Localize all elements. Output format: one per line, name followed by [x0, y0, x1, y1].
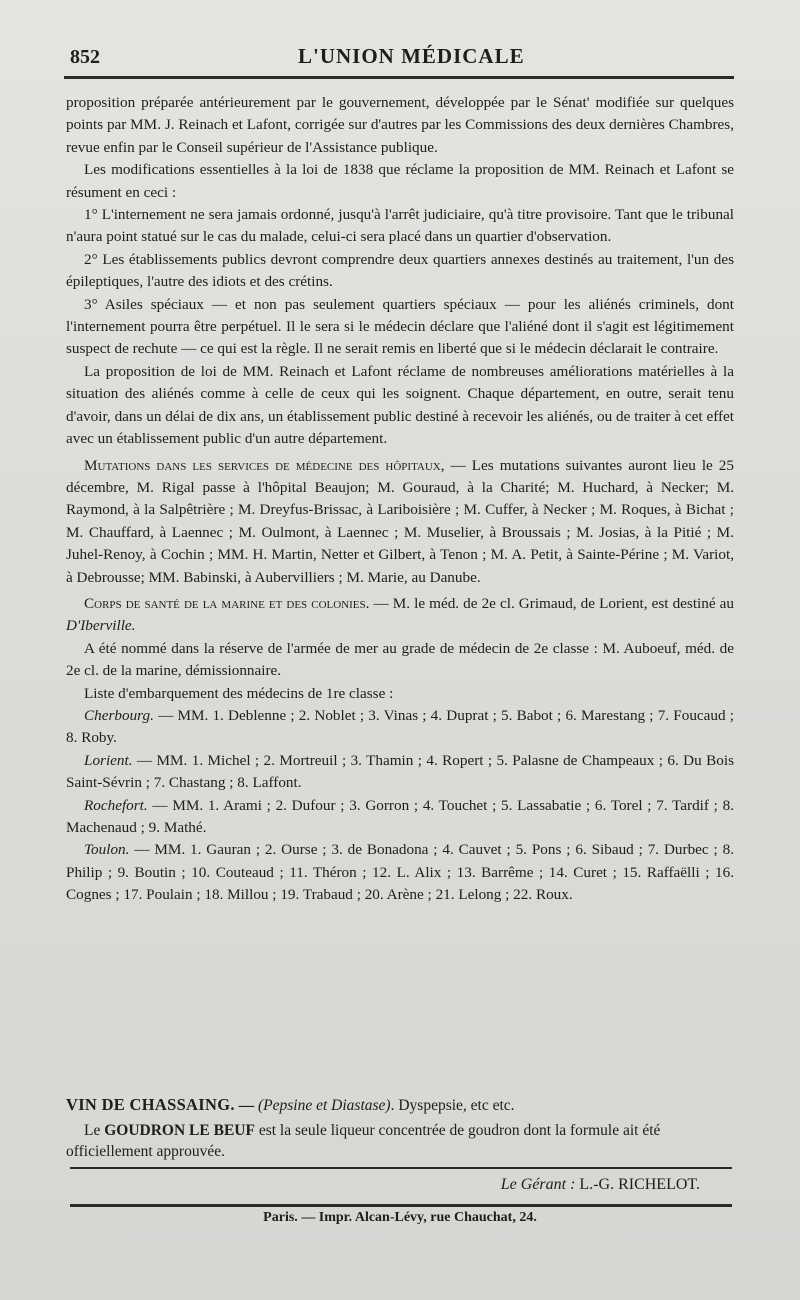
gerant-name: L.-G. RICHELOT.: [575, 1176, 700, 1193]
list-cherbourg: [66, 705, 734, 750]
port-cherbourg: Cherbourg.: [84, 706, 154, 724]
port-rochefort: Rochefort.: [84, 796, 148, 814]
footer-rule: [70, 1167, 732, 1169]
page-header: [70, 40, 732, 72]
port-toulon: Toulon.: [84, 841, 130, 859]
ad-vin-name: VIN DE CHASSAING.: [66, 1095, 235, 1114]
paragraph-modifications: Les modifications essentielles à la loi de 1838 que réclame la proposition de MM. Reinach et Lafont se résument en ceci :: [66, 161, 734, 201]
paragraph-point-2: 2° Les établissements publics devront comprendre deux quartiers annexes destinés au traitement, l'un des épileptiques, l'autre des idiots et des crétins.: [66, 250, 734, 291]
list-lorient: [66, 750, 734, 795]
list-rochefort: [66, 795, 734, 840]
ad-vin-chassaing: [66, 1094, 734, 1116]
mutations-text: — Les mutations suivantes auront lieu le 25 décembre, M. Rigal passe à l'hôpital Beaujon; M. Gouraud, à la Charité; M. Huchard, à Necker; M. Raymond, à la Salpêtrière ; M. Dreyfus-Brissac, à Lariboisière ; M. Cuffer, à Necker ; M. Roques, à Bichat ; M. Chauffard, à Laennec ; M. Oulmont, à Laennec ; M. Muselier, à Broussais ; M. Josias, à la Pitié ; M. Juhel-Renoy, à Cochin ; MM. H. Martin, Netter et Gilbert, à Tenon ; M. A. Petit, à Sainte-Périne ; M. Variot, à Debrousse; MM. Babinski, à Aubervilliers ; M. Marie, au Danube.: [66, 456, 734, 586]
ad-vin-dash: —: [234, 1097, 259, 1114]
paragraph-reserve: A été nommé dans la réserve de l'armée de mer au grade de médecin de 2e classe : M. Auboeuf, méd. de 2e cl. de la marine, démissionnaire.: [66, 639, 734, 680]
paragraph-proposition: proposition préparée antérieurement par le gouvernement, développée par le Sénat' modifiée sur quelques points par MM. J. Reinach et Lafont, corrigée sur d'autres par les Commissions des deux dernières Chambres, revue enfin par le Conseil supérieur de l'Assistance publique.: [66, 94, 734, 156]
header-rule: [64, 76, 734, 79]
paragraph-corps-sante: [66, 593, 734, 638]
article-body: [66, 92, 734, 907]
gerant-signature: [501, 1176, 700, 1194]
list-toulon-text: — MM. 1. Gauran ; 2. Ourse ; 3. de Bonadona ; 4. Cauvet ; 5. Pons ; 6. Sibaud ; 7. Durbec ; 8. Philip ; 9. Boutin ; 10. Couteaud ; 11. Théron ; 12. L. Alix ; 13. Barrême ; 14. Curet ; 15. Raffaëlli ; 16. Cognes ; 17. Poulain ; 18. Millou ; 19. Trabaud ; 20. Arène ; 21. Lelong ; 22. Roux.: [66, 841, 734, 904]
ad-vin-paren: (Pepsine et Diastase): [258, 1097, 391, 1114]
ad-vin-rest: . Dyspepsie, etc etc.: [390, 1097, 515, 1114]
running-title: L'UNION MÉDICALE: [298, 44, 525, 68]
ad-goudron-rest: est la seule liqueur concentrée de goudron dont la formule ait été officiellement approuvée.: [66, 1122, 661, 1160]
list-toulon: [66, 839, 734, 906]
imprint-rule: [70, 1204, 732, 1207]
list-cherbourg-text: — MM. 1. Deblenne ; 2. Noblet ; 3. Vinas ; 4. Duprat ; 5. Babot ; 6. Marestang ; 7. Foucaud ; 8. Roby.: [66, 706, 734, 747]
page-number: 852: [70, 46, 100, 68]
ad-goudron-le-beuf: [66, 1120, 734, 1162]
paragraph-point-1: 1° L'internement ne sera jamais ordonné, jusqu'à l'arrêt judiciaire, qu'à titre provisoire. Tant que le tribunal n'aura point statué sur le cas du malade, celui-ci sera placé dans un quartier d'observation.: [66, 206, 734, 246]
ad-goudron-name: GOUDRON LE BEUF: [104, 1122, 255, 1139]
corps-text: — M. le méd. de 2e cl. Grimaud, de Lorient, est destiné au: [369, 594, 734, 612]
paragraph-point-3: 3° Asiles spéciaux — et non pas seulement quartiers spéciaux — pour les aliénés criminels, dont l'internement pourra être perpétuel. Il le sera si le médecin déclare que l'aliéné dont il s'agit est légitimement suspect de rechute — ce qui est la règle. Il ne serait remis en liberté que si le médecin déclarait le contraire.: [66, 295, 734, 358]
gerant-label: Le Gérant :: [500, 1176, 576, 1193]
advertisements: [66, 1094, 734, 1162]
corps-heading: Corps de santé de la marine et des colonies.: [84, 594, 370, 612]
list-lorient-text: — MM. 1. Michel ; 2. Mortreuil ; 3. Thamin ; 4. Ropert ; 5. Palasne de Champeaux ; 6. Du Bois Saint-Sévrin ; 7. Chastang ; 8. Laffont.: [66, 751, 734, 792]
paragraph-ameliorations: La proposition de loi de MM. Reinach et Lafont réclame de nombreuses améliorations matérielles à la situation des aliénés comme à celle de ceux qui les soignent. Chaque département, en outre, serait tenu d'avoir, dans un délai de dix ans, un établissement public destiné à recevoir les aliénés, ou de traiter à cet effet avec un établissement public d'un autre département.: [66, 362, 734, 448]
paragraph-liste: Liste d'embarquement des médecins de 1re classe :: [84, 684, 394, 702]
port-lorient: Lorient.: [84, 751, 133, 769]
printer-imprint: Paris. — Impr. Alcan-Lévy, rue Chauchat, 24.: [263, 1210, 537, 1225]
ship-name: D'Iberville.: [66, 617, 136, 635]
list-rochefort-text: — MM. 1. Arami ; 2. Dufour ; 3. Gorron ; 4. Touchet ; 5. Lassabatie ; 6. Torel ; 7. Tardif ; 8. Machenaud ; 9. Mathé.: [66, 796, 734, 836]
paragraph-mutations: [66, 455, 734, 589]
mutations-heading: Mutations dans les services de médecine des hôpitaux,: [84, 456, 445, 474]
ad-goudron-prefix: Le: [84, 1122, 105, 1139]
